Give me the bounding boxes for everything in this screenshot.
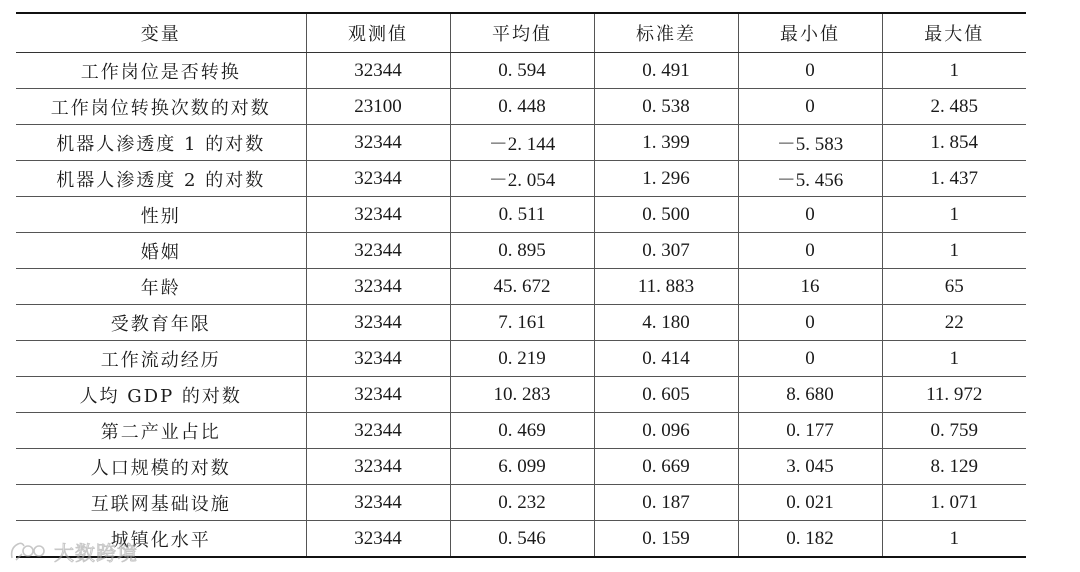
- cell-max: 1: [882, 521, 1026, 558]
- cell-mean: 0. 546: [450, 521, 594, 558]
- header-std-dev: 标准差: [594, 13, 738, 53]
- cell-std-dev: 0. 307: [594, 233, 738, 269]
- cell-max: 1. 854: [882, 125, 1026, 161]
- cell-variable: 城镇化水平: [16, 521, 306, 558]
- cell-mean: －2. 054: [450, 161, 594, 197]
- cell-min: 8. 680: [738, 377, 882, 413]
- cell-min: 0: [738, 197, 882, 233]
- cell-min: 0: [738, 233, 882, 269]
- cell-std-dev: 1. 399: [594, 125, 738, 161]
- cell-mean: 0. 448: [450, 89, 594, 125]
- cell-max: 1: [882, 341, 1026, 377]
- cell-variable: 机器人渗透度 2 的对数: [16, 161, 306, 197]
- header-row: [16, 13, 1026, 53]
- cell-max: 1. 071: [882, 485, 1026, 521]
- cell-std-dev: 4. 180: [594, 305, 738, 341]
- table-body: [16, 53, 1026, 558]
- header-mean: 平均值: [450, 13, 594, 53]
- watermark-text: 大数跨境: [54, 540, 138, 565]
- cell-min: 0: [738, 89, 882, 125]
- cell-min: 0. 177: [738, 413, 882, 449]
- cell-variable: 第二产业占比: [16, 413, 306, 449]
- cell-mean: 10. 283: [450, 377, 594, 413]
- cell-std-dev: 0. 669: [594, 449, 738, 485]
- cell-observations: 32344: [306, 161, 450, 197]
- cell-std-dev: 0. 187: [594, 485, 738, 521]
- cell-max: 1. 437: [882, 161, 1026, 197]
- cell-mean: 0. 219: [450, 341, 594, 377]
- table-row: [16, 377, 1026, 413]
- cell-observations: 32344: [306, 53, 450, 89]
- cell-mean: 7. 161: [450, 305, 594, 341]
- header-max: 最大值: [882, 13, 1026, 53]
- table-row: [16, 485, 1026, 521]
- table-row: [16, 449, 1026, 485]
- cell-variable: 人口规模的对数: [16, 449, 306, 485]
- cell-mean: －2. 144: [450, 125, 594, 161]
- descriptive-statistics-table-container: [16, 12, 1026, 558]
- descriptive-statistics-table: [16, 12, 1026, 558]
- cell-min: 0. 021: [738, 485, 882, 521]
- cell-min: 0: [738, 53, 882, 89]
- table-row: [16, 125, 1026, 161]
- cell-mean: 6. 099: [450, 449, 594, 485]
- cell-variable: 工作岗位转换次数的对数: [16, 89, 306, 125]
- cell-min: 0: [738, 305, 882, 341]
- table-row: [16, 89, 1026, 125]
- cell-std-dev: 0. 491: [594, 53, 738, 89]
- cell-max: 11. 972: [882, 377, 1026, 413]
- cell-observations: 32344: [306, 125, 450, 161]
- cell-observations: 32344: [306, 449, 450, 485]
- cell-min: 16: [738, 269, 882, 305]
- cell-min: －5. 583: [738, 125, 882, 161]
- table-row: [16, 233, 1026, 269]
- cell-observations: 32344: [306, 269, 450, 305]
- table-row: [16, 161, 1026, 197]
- cell-mean: 0. 511: [450, 197, 594, 233]
- cell-std-dev: 0. 414: [594, 341, 738, 377]
- cell-observations: 32344: [306, 413, 450, 449]
- cell-std-dev: 0. 538: [594, 89, 738, 125]
- cell-mean: 0. 469: [450, 413, 594, 449]
- cell-std-dev: 0. 500: [594, 197, 738, 233]
- cell-observations: 23100: [306, 89, 450, 125]
- table-row: [16, 413, 1026, 449]
- cell-observations: 32344: [306, 305, 450, 341]
- cell-variable: 互联网基础设施: [16, 485, 306, 521]
- cell-min: 3. 045: [738, 449, 882, 485]
- cell-mean: 0. 232: [450, 485, 594, 521]
- cell-variable: 年龄: [16, 269, 306, 305]
- table-row: [16, 521, 1026, 558]
- cell-std-dev: 11. 883: [594, 269, 738, 305]
- cell-max: 1: [882, 197, 1026, 233]
- cell-variable: 性别: [16, 197, 306, 233]
- cell-observations: 32344: [306, 485, 450, 521]
- cell-observations: 32344: [306, 521, 450, 558]
- cell-std-dev: 0. 605: [594, 377, 738, 413]
- cell-max: 1: [882, 233, 1026, 269]
- table-row: [16, 269, 1026, 305]
- cell-min: 0: [738, 341, 882, 377]
- cell-max: 22: [882, 305, 1026, 341]
- cell-max: 0. 759: [882, 413, 1026, 449]
- table-row: [16, 305, 1026, 341]
- cell-max: 2. 485: [882, 89, 1026, 125]
- cell-variable: 婚姻: [16, 233, 306, 269]
- header-observations: 观测值: [306, 13, 450, 53]
- cell-variable: 受教育年限: [16, 305, 306, 341]
- cell-mean: 0. 594: [450, 53, 594, 89]
- table-row: [16, 53, 1026, 89]
- cell-std-dev: 0. 096: [594, 413, 738, 449]
- cell-variable: 工作岗位是否转换: [16, 53, 306, 89]
- cell-variable: 人均 GDP 的对数: [16, 377, 306, 413]
- cell-min: －5. 456: [738, 161, 882, 197]
- cell-std-dev: 1. 296: [594, 161, 738, 197]
- cell-observations: 32344: [306, 197, 450, 233]
- cell-observations: 32344: [306, 377, 450, 413]
- cell-variable: 机器人渗透度 1 的对数: [16, 125, 306, 161]
- cell-observations: 32344: [306, 233, 450, 269]
- cell-max: 1: [882, 53, 1026, 89]
- cell-mean: 45. 672: [450, 269, 594, 305]
- cell-max: 8. 129: [882, 449, 1026, 485]
- cell-min: 0. 182: [738, 521, 882, 558]
- cell-max: 65: [882, 269, 1026, 305]
- cell-observations: 32344: [306, 341, 450, 377]
- header-variable: 变量: [16, 13, 306, 53]
- cell-std-dev: 0. 159: [594, 521, 738, 558]
- table-header: [16, 13, 1026, 53]
- table-row: [16, 197, 1026, 233]
- header-min: 最小值: [738, 13, 882, 53]
- cell-variable: 工作流动经历: [16, 341, 306, 377]
- cell-mean: 0. 895: [450, 233, 594, 269]
- table-row: [16, 341, 1026, 377]
